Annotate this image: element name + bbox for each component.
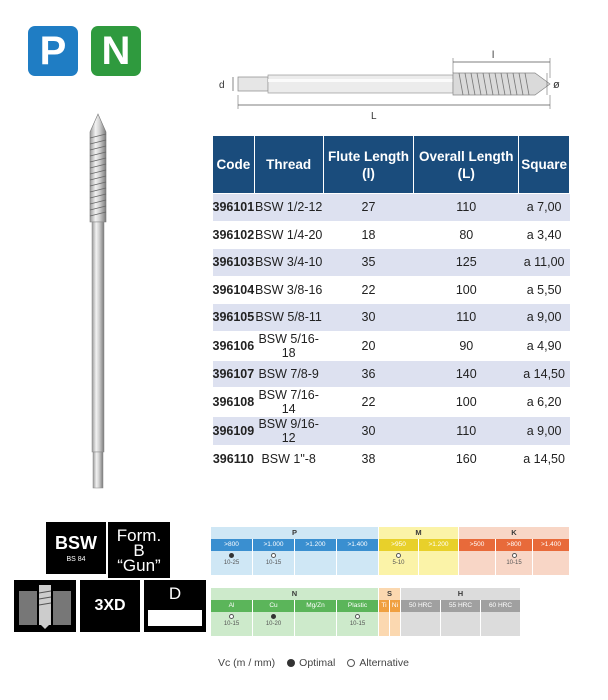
cutting-speed: 10-15 [349, 621, 366, 627]
material-cell [211, 612, 253, 636]
table-row [213, 388, 570, 417]
header-thread: Thread [254, 136, 323, 194]
material-cell [337, 612, 379, 636]
cell-square: a 9,00 [519, 304, 570, 332]
cell-thread: BSW 3/8-16 [254, 276, 323, 304]
cell-square: a 4,90 [519, 331, 570, 360]
d-label: D [168, 584, 182, 603]
cell-code: 396106 [213, 331, 255, 360]
cell-code: 396107 [213, 360, 255, 388]
material-subgroup: >950 [379, 539, 419, 551]
cell-square: a 5,50 [519, 276, 570, 304]
cell-overall: 110 [414, 417, 519, 446]
label-diameter: ø [553, 79, 560, 91]
material-cell [211, 551, 253, 575]
material-group-m: M [379, 527, 459, 539]
form-letter: B [133, 540, 145, 560]
cell-flute: 27 [323, 194, 414, 222]
tap-dimension-drawing [215, 48, 575, 128]
cell-square: a 6,20 [519, 388, 570, 417]
cell-code: 396108 [213, 388, 255, 417]
header-overall-length: Overall Length (L) [414, 136, 519, 194]
cell-code: 396103 [213, 249, 255, 277]
material-cell [295, 612, 337, 636]
cell-code: 396101 [213, 194, 255, 222]
bsw-standard-label: BS 84 [66, 556, 86, 563]
table-row [213, 360, 570, 388]
cutting-speed: 10-25 [223, 560, 240, 566]
material-subgroup: >1.400 [337, 539, 379, 551]
alternative-dot-icon [347, 659, 355, 667]
cell-flute: 22 [323, 388, 414, 417]
material-cell [379, 612, 390, 636]
cell-flute: 35 [323, 249, 414, 277]
bsw-label: BSW [55, 533, 97, 553]
material-cell [459, 551, 496, 575]
cell-thread: BSW 1/2-12 [254, 194, 323, 222]
material-cell [295, 551, 337, 575]
material-subgroup: 50 HRC [401, 600, 441, 612]
optimal-dot-icon [229, 553, 234, 558]
table-row [213, 417, 570, 446]
legend-vc: Vc (m / mm) [218, 657, 276, 669]
cell-overall: 100 [414, 388, 519, 417]
cell-thread: BSW 3/4-10 [254, 249, 323, 277]
label-d: d [219, 80, 225, 91]
table-row [213, 304, 570, 332]
material-cell [379, 551, 419, 575]
material-cell [337, 551, 379, 575]
cell-overall: 110 [414, 194, 519, 222]
material-subgroup: Cu [253, 600, 295, 612]
material-subgroup: >1.200 [419, 539, 459, 551]
cell-thread: BSW 5/16-18 [254, 331, 323, 360]
cutting-speed: 10-15 [265, 560, 282, 566]
cell-square: a 9,00 [519, 417, 570, 446]
cell-square: a 14,50 [519, 360, 570, 388]
table-row [213, 221, 570, 249]
material-subgroup: Ni [390, 600, 401, 612]
cell-overall: 90 [414, 331, 519, 360]
form-b-gun-icon [108, 522, 170, 578]
cell-overall: 100 [414, 276, 519, 304]
table-row [213, 194, 570, 222]
material-cell [253, 612, 295, 636]
material-subgroup: >500 [459, 539, 496, 551]
cell-square: a 11,00 [519, 249, 570, 277]
cell-overall: 160 [414, 446, 519, 474]
cell-code: 396110 [213, 446, 255, 474]
cell-square: a 14,50 [519, 446, 570, 474]
cell-overall: 80 [414, 221, 519, 249]
material-cell [496, 551, 533, 575]
cell-thread: BSW 9/16-12 [254, 417, 323, 446]
material-subgroup: 60 HRC [481, 600, 521, 612]
through-hole-icon [14, 580, 76, 632]
cell-flute: 30 [323, 304, 414, 332]
xd-label: 3XD [94, 597, 126, 614]
material-group-p: P [211, 527, 379, 539]
alternative-dot-icon [512, 553, 517, 558]
material-subgroup: >1.000 [253, 539, 295, 551]
material-group-n: N [211, 588, 379, 600]
cutting-speed: 10-20 [265, 621, 282, 627]
spec-table [212, 135, 570, 474]
table-row [213, 249, 570, 277]
cell-flute: 20 [323, 331, 414, 360]
cell-code: 396109 [213, 417, 255, 446]
material-table-pmk [211, 527, 570, 575]
p-material-badge: P [28, 26, 78, 76]
cell-code: 396102 [213, 221, 255, 249]
cell-code: 396104 [213, 276, 255, 304]
tolerance-icon [144, 580, 206, 632]
tap-photo [80, 112, 116, 492]
alternative-dot-icon [271, 553, 276, 558]
label-overall-length: L [371, 111, 377, 122]
legend-alternative: Alternative [359, 657, 409, 669]
material-cell [390, 612, 401, 636]
material-subgroup: >1.200 [295, 539, 337, 551]
label-flute-length: l [492, 50, 495, 61]
legend [218, 657, 409, 669]
cutting-speed: 10-15 [223, 621, 240, 627]
material-cell [481, 612, 521, 636]
through-hole-graphic [17, 583, 73, 629]
cell-overall: 125 [414, 249, 519, 277]
alternative-dot-icon [355, 614, 360, 619]
legend-optimal: Optimal [299, 657, 336, 669]
cell-thread: BSW 7/8-9 [254, 360, 323, 388]
optimal-dot-icon [287, 659, 295, 667]
material-cell [419, 551, 459, 575]
material-subgroup: Ti [379, 600, 390, 612]
cutting-speed: 10-15 [506, 560, 522, 566]
material-cell [441, 612, 481, 636]
cell-flute: 38 [323, 446, 414, 474]
cell-thread: BSW 7/16-14 [254, 388, 323, 417]
form-label: Form. [116, 525, 162, 545]
material-subgroup: >800 [496, 539, 533, 551]
material-subgroup: >800 [211, 539, 253, 551]
cell-thread: BSW 1/4-20 [254, 221, 323, 249]
cell-overall: 140 [414, 360, 519, 388]
tolerance-bar [148, 610, 202, 626]
material-table-nsh [211, 588, 521, 636]
form-type: “Gun” [117, 555, 161, 575]
material-cell [253, 551, 295, 575]
bsw-thread-icon [46, 522, 106, 574]
cell-square: a 7,00 [519, 194, 570, 222]
cell-thread: BSW 1"-8 [254, 446, 323, 474]
n-material-badge: N [91, 26, 141, 76]
cell-square: a 3,40 [519, 221, 570, 249]
alternative-dot-icon [396, 553, 401, 558]
material-subgroup: Mg/Zn [295, 600, 337, 612]
cutting-speed: 5-10 [392, 560, 405, 566]
table-row [213, 276, 570, 304]
3xd-depth-icon [80, 580, 140, 632]
material-group-s: S [379, 588, 401, 600]
material-subgroup: Plastic [337, 600, 379, 612]
cell-overall: 110 [414, 304, 519, 332]
header-code: Code [213, 136, 255, 194]
material-subgroup: Al [211, 600, 253, 612]
table-row [213, 446, 570, 474]
header-flute-length: Flute Length (l) [323, 136, 414, 194]
cell-flute: 30 [323, 417, 414, 446]
material-cell [401, 612, 441, 636]
alternative-dot-icon [229, 614, 234, 619]
optimal-dot-icon [271, 614, 276, 619]
cell-flute: 36 [323, 360, 414, 388]
header-square: Square [519, 136, 570, 194]
cell-flute: 18 [323, 221, 414, 249]
cell-flute: 22 [323, 276, 414, 304]
material-subgroup: 55 HRC [441, 600, 481, 612]
material-subgroup: >1.400 [533, 539, 570, 551]
table-row [213, 331, 570, 360]
material-cell [533, 551, 570, 575]
material-group-h: H [401, 588, 521, 600]
material-group-k: K [459, 527, 570, 539]
cell-thread: BSW 5/8-11 [254, 304, 323, 332]
cell-code: 396105 [213, 304, 255, 332]
